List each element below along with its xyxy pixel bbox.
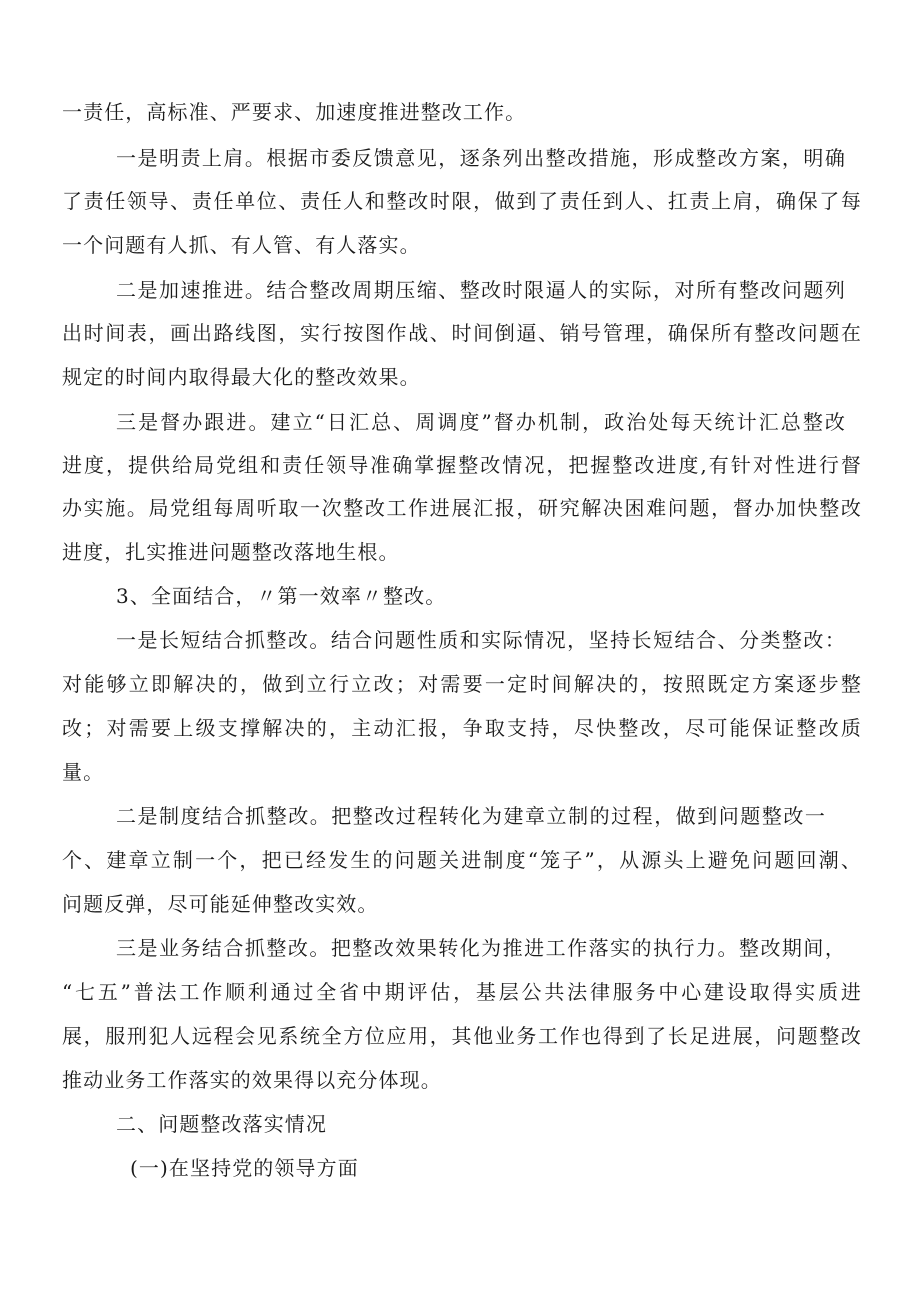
text-line: 进度，扎实推进问题整改落地生根。	[62, 540, 400, 564]
text-line: 进度，提供给局党组和责任领导准确掌握整改情况，把握整改进度,有针对性进行督	[62, 453, 862, 477]
text-line: 一是明责上肩。根据市委反馈意见，逐条列出整改措施，形成整改方案，明确	[116, 146, 846, 170]
text-line: 推动业务工作落实的效果得以充分体现。	[62, 1068, 442, 1092]
text-line: 三是督办跟进。建立“日汇总、周调度”督办机制，政治处每天统计汇总整改	[116, 410, 846, 434]
text-line: 一责任，高标准、严要求、加速度推进整改工作。	[62, 100, 527, 124]
text-line: 量。	[62, 760, 105, 784]
text-line: 办实施。局党组每周听取一次整改工作进展汇报，研究解决困难问题，督办加快整改	[62, 496, 862, 520]
text-line: 个、建章立制一个，把已经发生的问题关进制度“笼子”，从源头上避免问题回潮、	[62, 848, 862, 872]
section-heading: 二、问题整改落实情况	[116, 1112, 327, 1136]
text-line: 一是长短结合抓整改。结合问题性质和实际情况，坚持长短结合、分类整改：	[116, 628, 846, 652]
section-heading: 3、全面结合，〃第一效率〃整改。	[116, 584, 447, 608]
subsection-heading: (一)在坚持党的领导方面	[130, 1156, 359, 1180]
text-line: 了责任领导、责任单位、责任人和整改时限，做到了责任到人、扛责上肩，确保了每	[62, 189, 862, 213]
text-line: 改；对需要上级支撑解决的，主动汇报，争取支持，尽快整改，尽可能保证整改质	[62, 716, 862, 740]
text-line: 一个问题有人抓、有人管、有人落实。	[62, 233, 421, 257]
text-line: 三是业务结合抓整改。把整改效果转化为推进工作落实的执行力。整改期间，	[116, 936, 846, 960]
text-line: 规定的时间内取得最大化的整改效果。	[62, 365, 421, 389]
text-line: “七五”普法工作顺利通过全省中期评估，基层公共法律服务中心建设取得实质进	[62, 980, 862, 1004]
text-line: 二是制度结合抓整改。把整改过程转化为建章立制的过程，做到问题整改一	[116, 804, 826, 828]
text-line: 出时间表，画出路线图，实行按图作战、时间倒逼、销号管理，确保所有整改问题在	[62, 321, 862, 345]
text-line: 对能够立即解决的，做到立行立改；对需要一定时间解决的，按照既定方案逐步整	[62, 672, 862, 696]
text-line: 展，服刑犯人远程会见系统全方位应用，其他业务工作也得到了长足进展，问题整改	[62, 1024, 862, 1048]
text-line: 问题反弹，尽可能延伸整改实效。	[62, 892, 379, 916]
text-line: 二是加速推进。结合整改周期压缩、整改时限逼人的实际，对所有整改问题列	[116, 278, 846, 302]
